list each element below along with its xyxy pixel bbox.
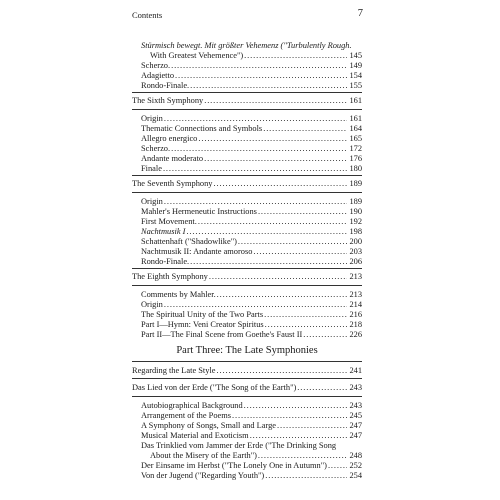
toc-entry[interactable]	[141, 247, 362, 257]
toc-entry-page: 198	[349, 227, 362, 236]
toc-entry-page: 190	[349, 207, 362, 216]
toc-entry-title: Thematic Connections and Symbols	[141, 124, 263, 133]
toc-entry-title: A Symphony of Songs, Small and Large	[141, 421, 277, 430]
toc-entry-title: Part II—The Final Scene from Goethe's Faust II	[141, 330, 303, 339]
toc-entry[interactable]	[141, 207, 362, 217]
toc-entry-page: 189	[349, 179, 362, 188]
toc-entry-title: Scherzo.	[141, 61, 171, 70]
toc-entry[interactable]	[150, 451, 362, 461]
toc-entry-page: 154	[349, 71, 362, 80]
toc-entry-page: 200	[349, 237, 362, 246]
toc-entry[interactable]	[150, 51, 362, 61]
toc-entry-page: 161	[349, 96, 362, 105]
section-divider	[132, 109, 362, 110]
section-divider	[132, 285, 362, 286]
toc-entry[interactable]	[141, 227, 362, 237]
toc-entry-title: Von der Jugend ("Regarding Youth")	[141, 471, 265, 480]
toc-entry[interactable]	[141, 154, 362, 164]
toc-entry[interactable]	[141, 144, 362, 154]
toc-entry-page: 247	[349, 421, 362, 430]
toc-entry-page: 189	[349, 197, 362, 206]
toc-entry-page: 206	[349, 257, 362, 266]
toc-entry[interactable]	[141, 310, 362, 320]
header-title: Contents	[132, 10, 163, 20]
toc-entry-page: 192	[349, 217, 362, 226]
toc-entry-title: Stürmisch bewegt. Mit größter Vehemenz ("Turbulently Rough.	[141, 41, 352, 50]
toc-section-heading[interactable]	[132, 179, 362, 189]
toc-entry[interactable]	[141, 197, 362, 207]
toc-entry-page: 216	[349, 310, 362, 319]
toc-entry[interactable]	[141, 461, 362, 471]
toc-entry-title: The Seventh Symphony	[132, 179, 213, 188]
toc-entry-title: Autobiographical Background	[141, 401, 243, 410]
toc-entry-title: The Sixth Symphony	[132, 96, 204, 105]
toc-entry-page: 145	[349, 51, 362, 60]
section-divider	[132, 268, 362, 269]
toc-entry-page: 155	[349, 81, 362, 90]
toc-entry[interactable]	[141, 164, 362, 174]
toc-entry-title: Origin	[141, 197, 163, 206]
toc-entry-title: Andante moderato	[141, 154, 204, 163]
toc-entry-page: 248	[349, 451, 362, 460]
toc-entry[interactable]	[141, 290, 362, 300]
toc-entry-page: 172	[349, 144, 362, 153]
toc-entry-page: 226	[349, 330, 362, 339]
toc-entry-page: 213	[349, 290, 362, 299]
toc-entry-page: 243	[349, 383, 362, 392]
toc-entry[interactable]	[141, 124, 362, 134]
toc-entry[interactable]	[141, 114, 362, 124]
toc-entry[interactable]	[141, 320, 362, 330]
toc-entry-page: 164	[349, 124, 362, 133]
section-divider	[132, 175, 362, 176]
toc-entry-title: Der Einsame im Herbst ("The Lonely One in Autumn")	[141, 461, 327, 470]
toc-entry-title: First Movement.	[141, 217, 197, 226]
toc-entry-page: 218	[349, 320, 362, 329]
toc-entry-title: Nachtmusik II: Andante amoroso	[141, 247, 253, 256]
toc-section-heading[interactable]	[132, 366, 362, 376]
section-divider	[132, 396, 362, 397]
toc-entry-title: Comments by Mahler.	[141, 290, 216, 299]
toc-entry-title: Mahler's Hermeneutic Instructions	[141, 207, 257, 216]
part-three-title: Part Three: The Late Symphonies	[176, 345, 318, 356]
toc-entry-title: The Spiritual Unity of the Two Parts	[141, 310, 264, 319]
toc-entry-title: Origin	[141, 114, 163, 123]
toc-entry[interactable]	[141, 257, 362, 267]
toc-entry-page: 243	[349, 401, 362, 410]
toc-section-heading[interactable]	[132, 383, 362, 393]
toc-entry-page: 161	[349, 114, 362, 123]
toc-entry-title: Scherzo.	[141, 144, 171, 153]
toc-entry-page: 245	[349, 411, 362, 420]
toc-entry[interactable]	[141, 401, 362, 411]
toc-entry[interactable]	[141, 41, 362, 51]
toc-entry-title: Arrangement of the Poems	[141, 411, 232, 420]
toc-entry-title: Musical Material and Exoticism	[141, 431, 249, 440]
toc-entry-title: Allegro energico	[141, 134, 198, 143]
toc-entry[interactable]	[141, 134, 362, 144]
toc-entry-page: 214	[349, 300, 362, 309]
section-divider	[132, 361, 362, 362]
toc-entry[interactable]	[141, 61, 362, 71]
toc-entry-page: 254	[349, 471, 362, 480]
toc-entry[interactable]	[141, 300, 362, 310]
toc-entry[interactable]	[141, 237, 362, 247]
toc-entry-page: 213	[349, 272, 362, 281]
toc-entry-title: Das Lied von der Erde ("The Song of the Earth")	[132, 383, 297, 392]
toc-entry-title: About the Misery of the Earth")	[150, 451, 257, 460]
toc-entry-title: Origin	[141, 300, 163, 309]
toc-entry-title: Das Trinklied vom Jammer der Erde ("The Drinking Song	[141, 441, 337, 450]
section-divider	[132, 192, 362, 193]
toc-entry-page: 241	[349, 366, 362, 375]
toc-entry[interactable]	[141, 431, 362, 441]
toc-entry[interactable]	[141, 471, 362, 481]
toc-entry-page: 203	[349, 247, 362, 256]
toc-entry-title: Part I—Hymn: Veni Creator Spiritus	[141, 320, 264, 329]
toc-entry[interactable]	[141, 81, 362, 91]
toc-entry-page: 180	[349, 164, 362, 173]
toc-entry-page: 165	[349, 134, 362, 143]
running-header	[132, 10, 363, 22]
toc-entry-title: Finale	[141, 164, 162, 173]
toc-entry[interactable]	[141, 217, 362, 227]
header-page-number: 7	[357, 8, 363, 19]
toc-entry[interactable]	[141, 71, 362, 81]
toc-entry-page: 176	[349, 154, 362, 163]
toc-entry-title: Schattenhaft ("Shadowlike")	[141, 237, 237, 246]
toc-entry[interactable]	[141, 330, 362, 340]
toc-entry-title: Rondo-Finale.	[141, 81, 190, 90]
toc-entry-title: With Greatest Vehemence")	[150, 51, 244, 60]
toc-entry-page: 247	[349, 431, 362, 440]
toc-entry-title: Regarding the Late Style	[132, 366, 216, 375]
toc-entry-title: Adagietto	[141, 71, 175, 80]
toc-entry-page: 252	[349, 461, 362, 470]
section-divider	[132, 378, 362, 379]
toc-entry-page: 149	[349, 61, 362, 70]
toc-section-heading[interactable]	[132, 96, 362, 106]
section-divider	[132, 92, 362, 93]
toc-entry[interactable]	[141, 441, 362, 451]
toc-entry-title: Rondo-Finale.	[141, 257, 190, 266]
toc-entry[interactable]	[141, 411, 362, 421]
toc-entry-title: The Eighth Symphony	[132, 272, 208, 281]
toc-entry-title: Nachtmusik I	[141, 227, 186, 236]
toc-entry[interactable]	[141, 421, 362, 431]
toc-section-heading[interactable]	[132, 272, 362, 282]
